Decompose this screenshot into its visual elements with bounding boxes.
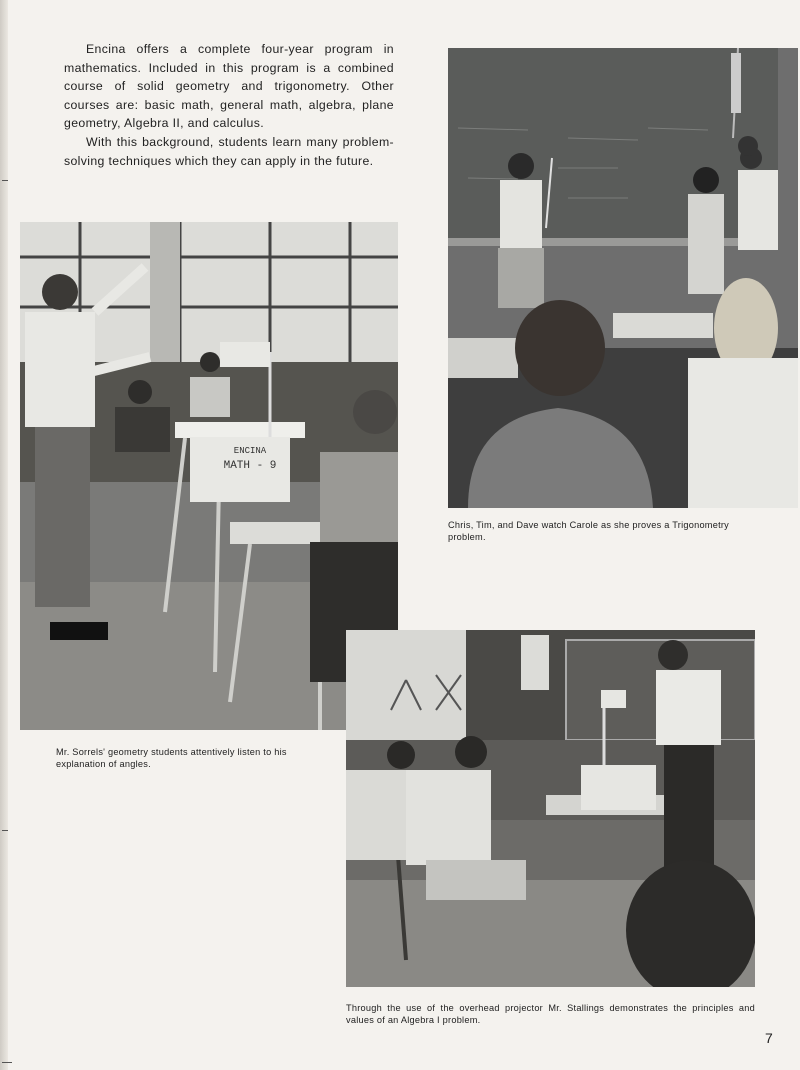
caption-trigonometry: Chris, Tim, and Dave watch Carole as she proves a Trigonometry problem. [448,520,730,542]
projector-label-line-1: ENCINA [233,446,267,456]
intro-text [64,40,394,170]
page-number: 7 [765,1030,773,1046]
page-binding-edge [0,0,8,1070]
projector-label-line-2: MATH - 9 [223,460,277,472]
intro-paragraph-2: With this background, students learn many problem-solving techniques which they can apply in the future. [64,134,394,168]
caption-geometry: Mr. Sorrels' geometry students attentively listen to his explanation of angles. [56,747,287,769]
intro-paragraph-1: Encina offers a complete four-year program in mathematics. Included in this program is a combined course of solid geometry and trigonometry. Other courses are: basic math, general math, algebra, plane geometry, Algebra II, and calculus. [64,42,394,131]
photo-algebra-class [346,630,755,987]
binding-tick [2,1062,12,1063]
photo-geometry-class [20,222,398,730]
photo-trigonometry-class [448,48,798,508]
caption-algebra: Through the use of the overhead projector Mr. Stallings demonstrates the principles and values of an Algebra I problem. [346,1003,755,1025]
binding-tick [2,180,8,181]
binding-tick [2,830,8,831]
projector-label [200,446,300,472]
